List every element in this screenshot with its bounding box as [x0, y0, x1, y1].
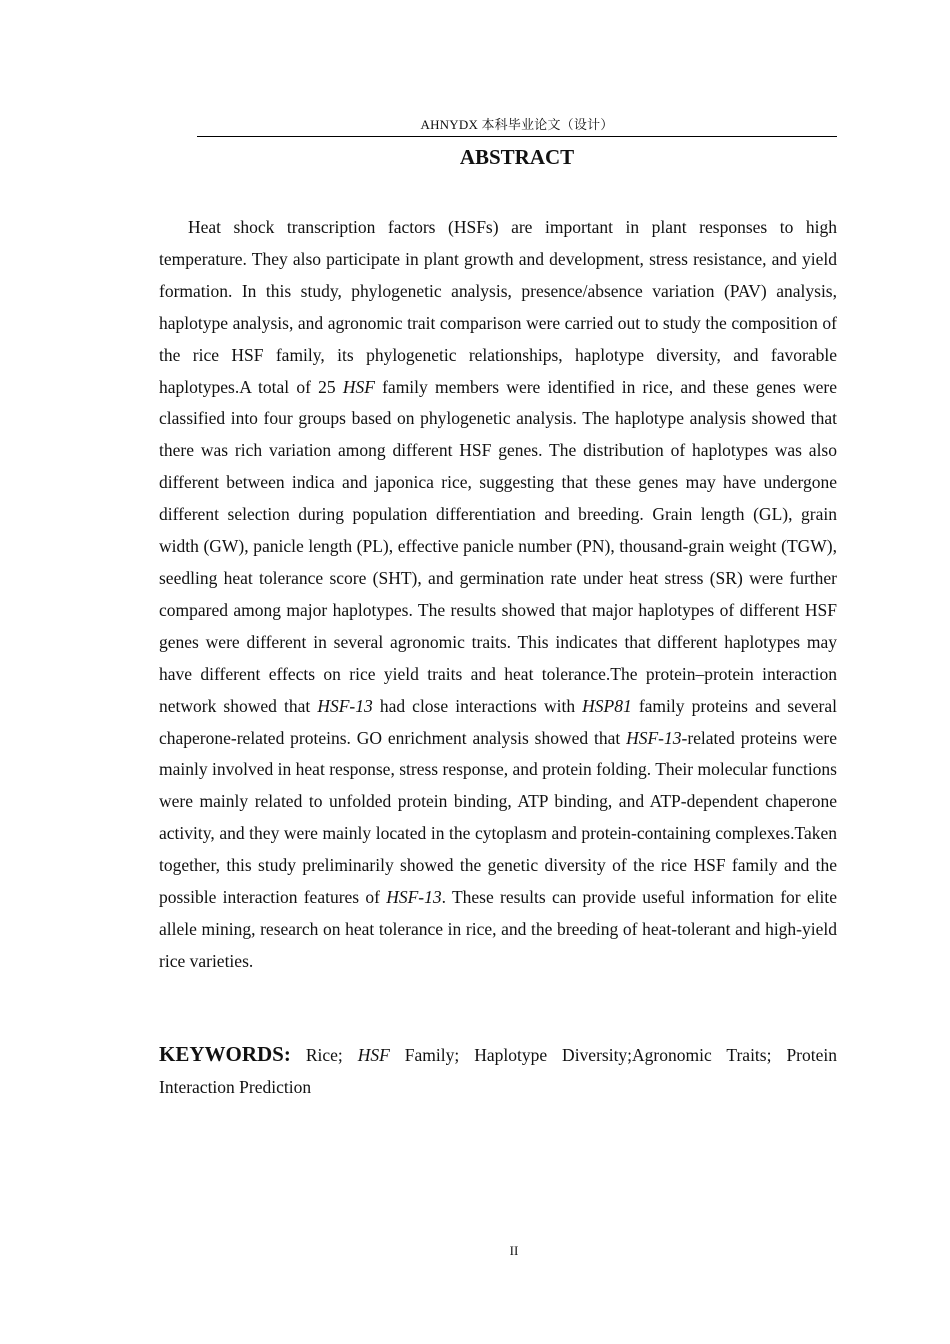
abstract-text-segment: . These results can provide useful information for elite allele mining, research on heat tolerance in rice, and the breeding of heat-tolerant and high-yield rice varieties.: [159, 887, 837, 971]
abstract-text-segment: had close interactions with: [372, 695, 583, 716]
keywords-text-segment: Family; Haplotype Diversity;Agronomic Traits; Protein Interaction Prediction: [159, 1045, 837, 1097]
abstract-title: ABSTRACT: [459, 145, 575, 169]
keyword-gene-hsf: HSF: [357, 1045, 390, 1065]
keywords-label: KEYWORDS:: [159, 1042, 291, 1066]
gene-name-hsf: HSF: [342, 376, 375, 397]
header-divider: [197, 136, 837, 137]
keywords-text-segment: Rice;: [290, 1045, 358, 1065]
gene-name-hsf-13: HSF-13: [626, 727, 682, 748]
abstract-text-segment: family proteins and several chaperone-related proteins. GO enrichment analysis showed that: [159, 695, 837, 748]
gene-name-hsp81: HSP81: [582, 695, 632, 716]
abstract-text-segment: -related proteins were mainly involved in heat response, stress response, and protein folding. Their molecular functions were mainly related to unfolded protein binding, ATP binding, and ATP-dependent chaperone activity, and they were mainly located in the cytoplasm and protein-containing complexes.Taken together, this study preliminarily showed the genetic diversity of the rice HSF family and the possible interaction features of: [159, 727, 838, 908]
running-header: AHNYDX 本科毕业论文（设计）: [420, 117, 614, 132]
gene-name-hsf-13: HSF-13: [317, 695, 373, 716]
abstract-text-segment: family members were identified in rice, and these genes were classified into four groups based on phylogenetic analysis. The haplotype analysis showed that there was rich variation among different HSF genes. The distribution of haplotypes was also different between indica and japonica rice, suggesting that these genes may have undergone different selection during population differentiation and breeding. Grain length (GL), grain width (GW), panicle length (PL), effective panicle number (PN), thousand-grain weight (TGW), seedling heat tolerance score (SHT), and germination rate under heat stress (SR) were further compared among major haplotypes. The results showed that major haplotypes of different HSF genes were different in several agronomic traits. This indicates that different haplotypes may have different effects on rice yield traits and heat tolerance.The protein–protein interaction network showed that: [159, 376, 837, 716]
page-number: II: [509, 1243, 519, 1258]
gene-name-hsf-13: HSF-13: [386, 887, 442, 908]
abstract-text-segment: Heat shock transcription factors (HSFs) are important in plant responses to high temperature. They also participate in plant growth and development, stress resistance, and yield formation. In this study, phylogenetic analysis, presence/absence variation (PAV) analysis, haplotype analysis, and agronomic trait comparison were carried out to study the composition of the rice HSF family, its phylogenetic relationships, haplotype diversity, and favorable haplotypes.A total of 25: [159, 217, 837, 397]
keywords-line: [159, 1038, 837, 1103]
abstract-body: [159, 212, 837, 978]
